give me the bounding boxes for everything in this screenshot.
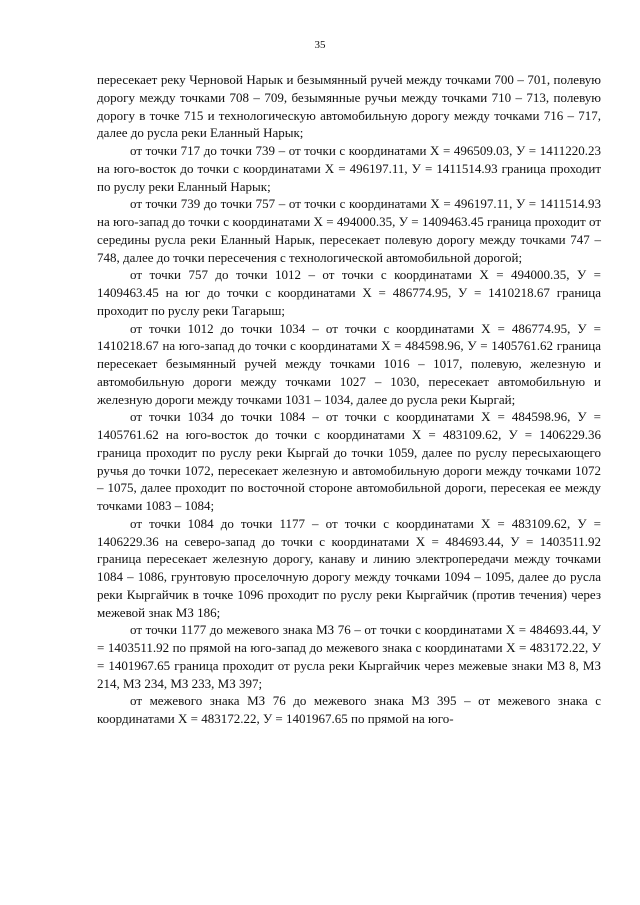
paragraph-segment-717-739: от точки 717 до точки 739 – от точки с координатами Х = 496509.03, У = 1411220.23 на юго-восток до точки с координатами Х = 496197.11, У = 1411514.93 граница проходит по руслу реки Еланный Нарык; (97, 143, 601, 194)
page-number: 35 (314, 39, 326, 51)
paragraph-segment-mz76-mz395: от межевого знака МЗ 76 до межевого знака МЗ 395 – от межевого знака с координатами Х = 483172.22, У = 1401967.65 по прямой на юго- (97, 693, 601, 726)
paragraph-segment-757-1012: от точки 757 до точки 1012 – от точки с координатами Х = 494000.35, У = 1409463.45 на юг до точки с координатами Х = 486774.95, У = 1410218.67 граница проходит по руслу реки Тагарыш; (97, 267, 601, 318)
paragraph-segment-1012-1034: от точки 1012 до точки 1034 – от точки с координатами Х = 486774.95, У = 1410218.67 на юго-запад до точки с координатами Х = 484598.96, У = 1405761.62 граница пересекает безымянный ручей между точками 1016 – 1017, полевую, железную и автомобильную дороги между точками 1027 – 1030, пересекает автомобильную и железную дороги между точками 1031 – 1034, далее до русла реки Кыргай; (97, 320, 601, 407)
paragraph-segment-1034-1084: от точки 1034 до точки 1084 – от точки с координатами Х = 484598.96, У = 1405761.62 на юго-восток до точки с координатами Х = 483109.62, У = 1406229.36 граница проходит по руслу реки Кыргай до точки 1059, далее по руслу пересыхающего ручья до точки 1072, пересекает железную и автомобильную дороги между точками 1072 – 1075, далее проходит по восточной стороне автомобильной дороги, пересекая ее между точками 1083 – 1084; (97, 409, 601, 513)
paragraph-segment-739-757: от точки 739 до точки 757 – от точки с координатами Х = 496197.11, У = 1411514.93 на юго-запад до точки с координатами Х = 494000.35, У = 1409463.45 граница проходит от середины русла реки Еланный Нарык, пересекает полевую дорогу между точками 747 – 748, далее до точки пересечения с технологической автомобильной дорогой; (97, 196, 601, 265)
paragraph-segment-1177-mz76: от точки 1177 до межевого знака МЗ 76 – от точки с координатами Х = 484693.44, У = 1403511.92 по прямой на юго-запад до межевого знака с координатами Х = 483172.22, У = 1401967.65 граница проходит от русла реки Кыргайчик через межевые знаки МЗ 8, МЗ 214, МЗ 234, МЗ 233, МЗ 397; (97, 622, 601, 691)
paragraph-segment-1084-1177: от точки 1084 до точки 1177 – от точки с координатами Х = 483109.62, У = 1406229.36 на северо-запад до точки с координатами Х = 484693.44, У = 1403511.92 граница пересекает железную дорогу, канаву и линию электропередачи между точками 1084 – 1086, грунтовую проселочную дорогу между точками 1094 – 1095, далее до русла реки Кыргайчик в точке 1096 проходит по руслу реки Кыргайчик (против течения) через межевой знак МЗ 186; (97, 515, 601, 620)
paragraph-continuation: пересекает реку Черновой Нарык и безымянный ручей между точками 700 – 701, полевую дорогу между точками 708 – 709, безымянные ручьи между точками 710 – 713, полевую дорогу в точке 715 и технологическую автомобильную дорогу между точками 716 – 717, далее до русла реки Еланный Нарык; (97, 72, 601, 141)
document-body (97, 71, 601, 728)
